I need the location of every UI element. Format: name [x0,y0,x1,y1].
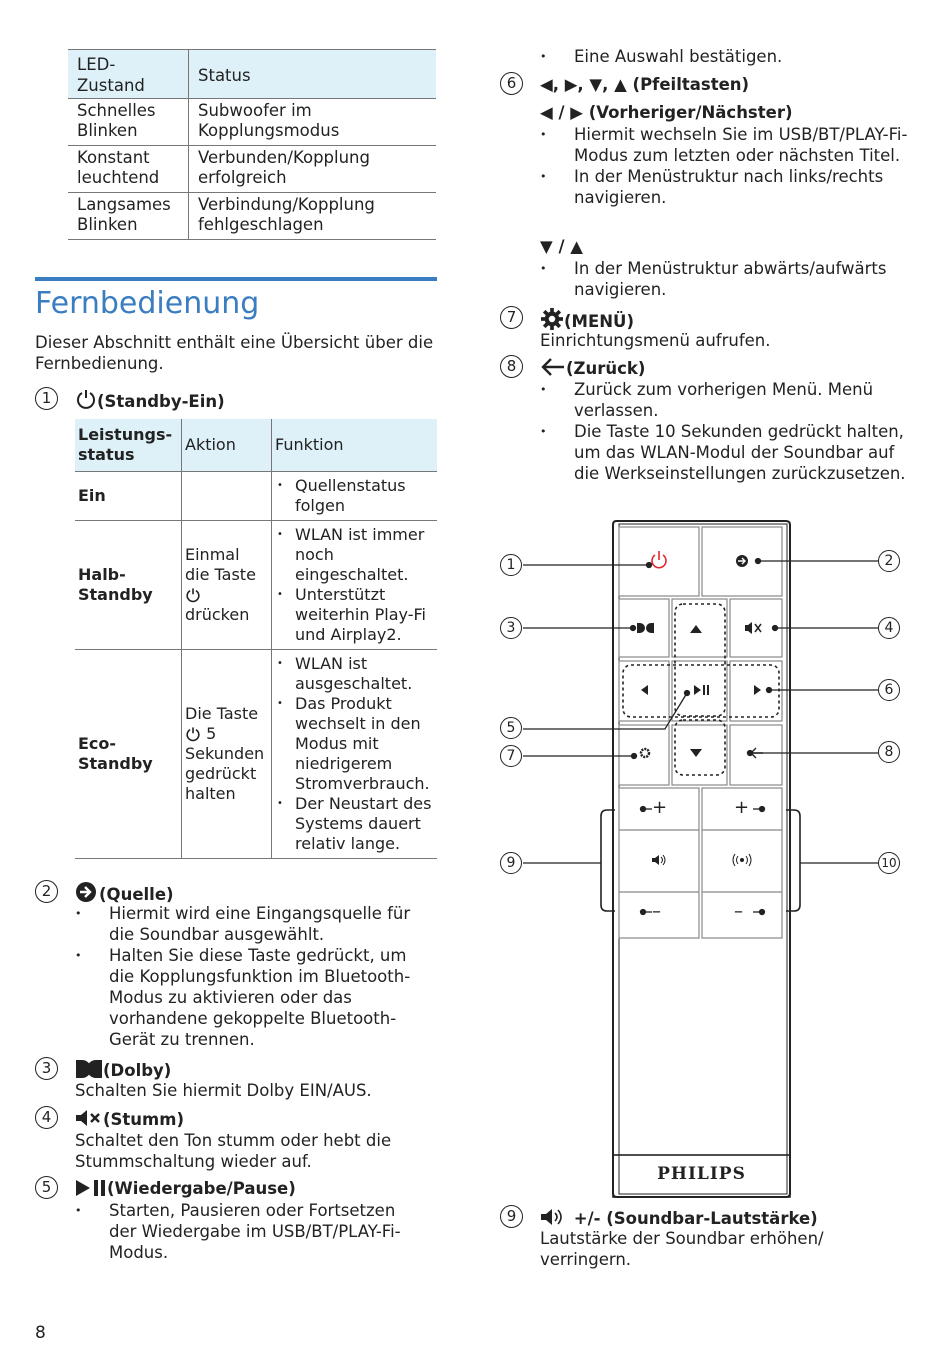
led-cell: Langsames Blinken [68,193,189,240]
item-title: (MENÜ) [564,312,634,331]
item-heading-volume [540,1207,818,1229]
item-title: (Wiedergabe/Pause) [107,1179,296,1198]
pt-status: Eco-Standby [75,650,182,859]
pt-status: Halb-Standby [75,521,182,650]
separator: / [558,237,565,256]
table-row [68,99,436,146]
play-pause-icon [75,1179,107,1197]
item-title: (Zurück) [566,359,646,378]
left-button-icon [641,685,648,695]
volume-minus-label: – [652,901,661,922]
back-bullets [540,379,910,484]
dolby-button-icon [637,623,654,633]
mute-icon [75,1108,103,1128]
separator: / [558,103,565,122]
callout-4: 4 [878,617,900,639]
pt-action-text: 5 Sekunden gedrückt halten [185,724,265,803]
pt-header-status: Leistungs-status [75,419,182,472]
callout-7: 7 [500,745,522,767]
pt-action-text: Die Taste [185,704,259,723]
list-item: • Der Neustart des Systems dauert relativ lange. [276,794,434,854]
brand-logo: PHILIPS [657,1164,746,1184]
callout-5: 5 [500,717,522,739]
surround-minus-label: – [734,901,743,922]
source-bullets [75,903,420,1050]
callout-9: 9 [500,852,522,874]
right-arrow-icon: ▶ [570,103,583,122]
led-cell: Konstant leuchtend [68,146,189,193]
led-header-state: LED-Zustand [68,50,189,99]
table-row [68,146,436,193]
list-item: • Halten Sie diese Taste gedrückt, um die Kopplungsfunktion im Bluetooth-Modus zu aktivieren oder das vorhandene gekoppelte Bluetooth-Gerät zu trennen. [75,945,420,1050]
list-item: • Die Taste 10 Sekunden gedrückt halten, um das WLAN-Modul der Soundbar auf die Werkseinstellungen zurückzusetzen. [540,421,910,484]
list-item: • WLAN ist ausgeschaltet. [276,654,434,694]
section-intro: Dieser Abschnitt enthält eine Übersicht über die Fernbedienung. [35,333,434,373]
led-header-status: Status [189,50,437,99]
item-number-7: 7 [500,306,523,329]
item-number-6: 6 [500,72,523,95]
pt-header-action: Aktion [182,419,272,472]
item-title: (Standby-Ein) [97,392,225,411]
led-status-table [68,49,436,240]
item-number-8: 8 [500,355,523,378]
table-row [75,521,437,650]
item-title: (Dolby) [103,1061,172,1080]
item-title: (Pfeiltasten) [632,75,750,94]
item-number-2: 2 [35,880,58,903]
volume-plus-label: + [652,797,668,818]
item-heading-play-pause [75,1178,296,1199]
pt-action [182,472,272,521]
list-item: • Unterstützt weiterhin Play-Fi und Airplay2. [276,585,434,645]
play-bullets-cont [540,46,910,67]
mute-button-icon [745,622,761,634]
down-arrow-icon: ▼ [540,237,553,256]
callout-10: 10 [878,852,900,874]
source-button-icon [736,555,748,567]
volume-icon [540,1207,568,1227]
pt-action [182,521,272,650]
list-item: • Quellenstatus folgen [276,476,434,516]
item-number-1: 1 [35,387,58,410]
surround-plus-label: + [734,797,750,818]
item-title: (Stumm) [103,1110,184,1129]
led-cell: Verbindung/Kopplung fehlgeschlagen [189,193,437,240]
power-icon [185,587,201,603]
item-heading-standby [75,388,225,412]
item-heading-source [75,881,174,905]
remote-illustration [495,515,915,1210]
item-text: Schalten Sie hiermit Dolby EIN/AUS. [75,1081,372,1100]
table-row [68,193,436,240]
item-heading-mute [75,1108,184,1130]
item-number-3: 3 [35,1057,58,1080]
dolby-icon [75,1059,103,1079]
power-state-table [75,419,437,859]
surround-icon [733,854,751,866]
power-icon [185,726,201,742]
play-bullets [75,1200,425,1263]
back-arrow-icon [540,357,566,377]
down-button-icon [690,749,702,757]
pt-functions [272,650,438,859]
left-arrow-icon: ◀ [540,103,553,122]
source-icon [75,881,99,903]
list-item: • Hiermit wird eine Eingangsquelle für die Soundbar ausgewählt. [75,903,420,945]
gear-icon [540,308,564,330]
list-item: • In der Menüstruktur nach links/rechts navigieren. [540,166,910,208]
list-item: • Hiermit wechseln Sie im USB/BT/PLAY-Fi-Modus zum letzten oder nächsten Titel. [540,124,910,166]
item-number-4: 4 [35,1106,58,1129]
pt-action [182,650,272,859]
item-title: +/- (Soundbar-Lautstärke) [573,1209,818,1228]
item-heading-menu [540,308,634,332]
led-cell: Schnelles Blinken [68,99,189,146]
pt-functions [272,521,438,650]
item-subheading-prev-next [540,102,793,123]
right-button-icon [754,685,761,695]
remote-drawing [495,515,915,1205]
arrow-keys-icon: ◀, ▶, ▼, ▲ [540,75,633,94]
power-icon [75,388,97,410]
down-up-bullets [540,258,910,300]
section-rule [35,277,437,281]
callout-8: 8 [878,741,900,763]
item-number-9: 9 [500,1205,523,1228]
callout-2: 2 [878,550,900,572]
item-subheading-down-up [540,236,583,257]
up-button-icon [690,625,702,633]
list-item: • Eine Auswahl bestätigen. [540,46,910,67]
item-number-5: 5 [35,1176,58,1199]
item-heading-dolby [75,1059,171,1081]
section-title: Fernbedienung [35,286,260,321]
item-title: (Vorheriger/Nächster) [588,103,793,122]
callout-1: 1 [500,554,522,576]
led-cell: Verbunden/Kopplung erfolgreich [189,146,437,193]
up-arrow-icon: ▲ [570,237,583,256]
list-item: • Zurück zum vorherigen Menü. Menü verlassen. [540,379,910,421]
pt-action-text: Einmal die Taste [185,545,256,584]
page-number: 8 [35,1323,46,1343]
list-item: • In der Menüstruktur abwärts/aufwärts navigieren. [540,258,910,300]
item-heading-arrows [540,74,749,95]
table-row [75,650,437,859]
led-cell: Subwoofer im Kopplungsmodus [189,99,437,146]
callout-6: 6 [878,679,900,701]
item-text: Einrichtungsmenü aufrufen. [540,331,771,350]
table-row [75,472,437,521]
pt-header-function: Funktion [272,419,438,472]
pt-action-text: drücken [185,605,250,624]
menu-button-icon [641,749,649,757]
item-title: (Quelle) [99,885,174,904]
play-pause-button-icon [694,685,709,695]
list-item: • WLAN ist immer noch eingeschaltet. [276,525,434,585]
pt-status: Ein [75,472,182,521]
prev-next-bullets [540,124,910,208]
item-heading-back [540,357,645,379]
volume-icon [652,855,665,865]
power-button-icon [652,551,666,568]
pt-functions [272,472,438,521]
list-item: • Das Produkt wechselt in den Modus mit niedrigerem Stromverbrauch. [276,694,434,794]
item-text: Lautstärke der Soundbar erhöhen/ verringern. [540,1229,824,1269]
list-item: • Starten, Pausieren oder Fortsetzen der Wiedergabe im USB/BT/PLAY-Fi-Modus. [75,1200,425,1263]
item-text: Schaltet den Ton stumm oder hebt die Stummschaltung wieder auf. [75,1131,392,1171]
callout-3: 3 [500,617,522,639]
